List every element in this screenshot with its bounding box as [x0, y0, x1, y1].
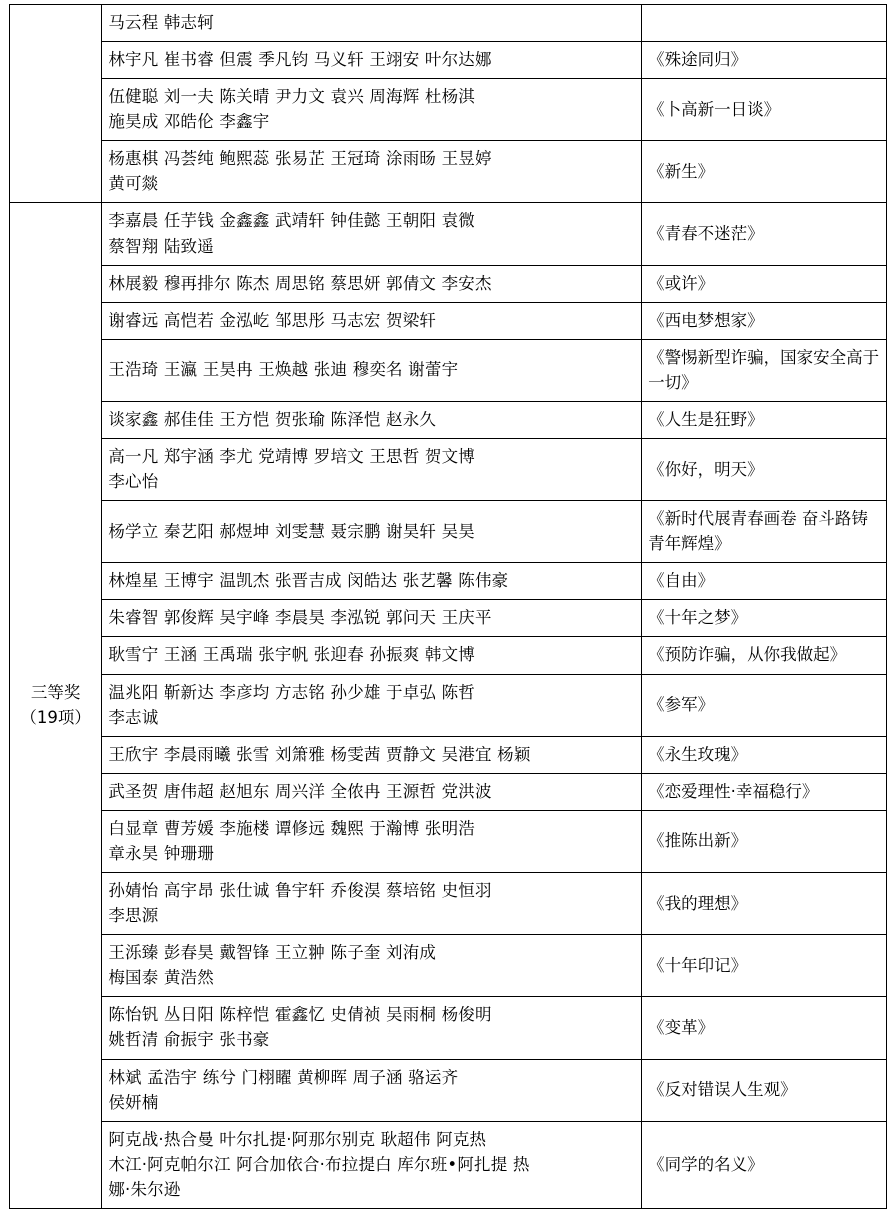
table-row — [10, 339, 887, 401]
names-line: 武圣贺 唐伟超 赵旭东 周兴洋 全侬冉 王源哲 党洪波 — [108, 781, 492, 801]
names-cell — [102, 674, 642, 736]
table-row — [10, 773, 887, 810]
names-line: 林煌星 王博宇 温凯杰 张晋吉成 闵皓达 张艺馨 陈伟豪 — [108, 571, 509, 591]
names-line: 高一凡 郑宇涵 李尤 党靖博 罗培文 王思哲 贺文博 — [108, 447, 475, 467]
names-line: 侯妍楠 — [108, 1092, 159, 1112]
table-row — [10, 79, 887, 141]
names-line: 白显章 曹芳媛 李施楼 谭修远 魏熙 于瀚博 张明浩 — [108, 818, 475, 838]
names-line: 娜·朱尔逊 — [108, 1179, 181, 1199]
table-row — [10, 674, 887, 736]
names-line: 朱睿智 郭俊辉 吴宇峰 李晨昊 李泓锐 郭问天 王庆平 — [108, 608, 492, 628]
title-line: 《警惕新型诈骗，国家安全高于一切》 — [648, 347, 880, 392]
table-row — [10, 1121, 887, 1208]
table-row — [10, 302, 887, 339]
names-cell — [102, 736, 642, 773]
names-line: 蔡智翔 陆致遥 — [108, 236, 214, 256]
names-line: 孙婧怡 高宇昂 张仕诚 鲁宇轩 乔俊淏 蔡培铭 史恒羽 — [108, 881, 492, 901]
names-cell — [102, 401, 642, 438]
title-line: 《十年之梦》 — [648, 608, 748, 628]
table-row — [10, 501, 887, 563]
names-line: 王欣宇 李晨雨曦 张雪 刘箫雅 杨雯茜 贾静文 吴港宜 杨颖 — [108, 744, 531, 764]
names-line: 谈家鑫 郝佳佳 王方恺 贺张瑜 陈泽恺 赵永久 — [108, 409, 437, 429]
title-line: 《你好，明天》 — [648, 459, 764, 479]
names-line: 梅国泰 黄浩然 — [108, 968, 214, 988]
title-line: 《殊途同归》 — [648, 50, 748, 70]
title-line: 《十年印记》 — [648, 955, 748, 975]
names-line: 杨学立 秦艺阳 郝煜坤 刘雯慧 聂宗鹏 谢昊轩 吴昊 — [108, 521, 475, 541]
names-cell — [102, 563, 642, 600]
title-cell — [642, 563, 887, 600]
names-line: 温兆阳 靳新达 李彦均 方志铭 孙少雄 于卓弘 陈哲 — [108, 682, 475, 702]
names-cell — [102, 1059, 642, 1121]
title-line: 《恋爱理性·幸福稳行》 — [648, 781, 819, 801]
names-line: 李嘉晨 任芋钱 金鑫鑫 武靖轩 钟佳懿 王朝阳 袁微 — [108, 211, 475, 231]
names-line: 施昊成 邓皓伦 李鑫宇 — [108, 112, 270, 132]
title-line: 《新生》 — [648, 161, 715, 181]
table-row — [10, 873, 887, 935]
title-cell — [642, 1059, 887, 1121]
names-line: 黄可燚 — [108, 174, 159, 194]
names-line: 林展毅 穆再排尔 陈杰 周思铭 蔡思妍 郭倩文 李安杰 — [108, 273, 492, 293]
table-row — [10, 810, 887, 872]
names-line: 姚哲清 俞振宇 张书豪 — [108, 1030, 270, 1050]
table-body — [10, 5, 887, 1209]
names-cell — [102, 810, 642, 872]
names-cell — [102, 42, 642, 79]
title-line: 《西电梦想家》 — [648, 310, 764, 330]
award-list-table — [9, 4, 887, 1209]
table-row — [10, 439, 887, 501]
table-row — [10, 1059, 887, 1121]
names-cell — [102, 439, 642, 501]
names-cell — [102, 773, 642, 810]
title-cell — [642, 439, 887, 501]
table-row — [10, 401, 887, 438]
title-line: 《自由》 — [648, 571, 715, 591]
title-line: 《或许》 — [648, 273, 715, 293]
title-line: 《卜高新一日谈》 — [648, 99, 781, 119]
names-line: 林宇凡 崔书睿 但震 季凡钧 马义轩 王翊安 叶尔达娜 — [108, 50, 492, 70]
names-line: 伍健聪 刘一夫 陈关晴 尹力文 袁兴 周海辉 杜杨淇 — [108, 87, 475, 107]
table-row — [10, 42, 887, 79]
table-row — [10, 935, 887, 997]
title-cell — [642, 935, 887, 997]
names-cell — [102, 935, 642, 997]
title-cell — [642, 997, 887, 1059]
title-cell — [642, 42, 887, 79]
names-line: 李志诚 — [108, 707, 159, 727]
names-cell — [102, 79, 642, 141]
title-cell — [642, 265, 887, 302]
table-row — [10, 203, 887, 265]
table-row — [10, 141, 887, 203]
names-line: 耿雪宁 王涵 王禹瑞 张宇帆 张迎春 孙振爽 韩文博 — [108, 645, 475, 665]
names-cell — [102, 265, 642, 302]
table-row — [10, 637, 887, 674]
title-line: 《人生是狂野》 — [648, 409, 764, 429]
title-cell — [642, 339, 887, 401]
title-cell — [642, 637, 887, 674]
names-line: 王泺臻 彭春昊 戴智锋 王立翀 陈子奎 刘洧成 — [108, 943, 437, 963]
title-cell — [642, 600, 887, 637]
title-line: 《我的理想》 — [648, 893, 748, 913]
title-cell — [642, 302, 887, 339]
names-cell — [102, 141, 642, 203]
names-cell — [102, 1121, 642, 1208]
title-line: 《预防诈骗，从你我做起》 — [648, 645, 847, 665]
title-line: 《同学的名义》 — [648, 1154, 764, 1174]
title-line: 《推陈出新》 — [648, 831, 748, 851]
title-cell — [642, 674, 887, 736]
grade-count: （19项） — [20, 708, 91, 728]
title-line: 《参军》 — [648, 695, 715, 715]
title-cell — [642, 810, 887, 872]
title-cell — [642, 1121, 887, 1208]
names-line: 李思源 — [108, 906, 159, 926]
table-row — [10, 600, 887, 637]
table-row — [10, 265, 887, 302]
grade-cell-third-prize — [10, 203, 102, 1208]
title-line: 《变革》 — [648, 1017, 715, 1037]
table-row — [10, 997, 887, 1059]
title-cell — [642, 79, 887, 141]
title-cell — [642, 773, 887, 810]
names-cell — [102, 203, 642, 265]
names-line: 谢睿远 高恺若 金泓屹 邹思彤 马志宏 贺梁轩 — [108, 310, 437, 330]
names-cell — [102, 501, 642, 563]
names-line: 杨惠棋 冯荟纯 鲍熙蕊 张易芷 王冠琦 涂雨旸 王昱婷 — [108, 149, 492, 169]
names-line: 林斌 孟浩宇 练兮 门栩矅 黄柳晖 周子涵 骆运齐 — [108, 1067, 459, 1087]
names-cell — [102, 637, 642, 674]
names-line: 章永昊 钟珊珊 — [108, 843, 214, 863]
title-line: 《新时代展青春画卷 奋斗路铸青年辉煌》 — [648, 509, 868, 554]
table-row — [10, 736, 887, 773]
title-line: 《反对错误人生观》 — [648, 1080, 797, 1100]
names-line: 李心怡 — [108, 472, 159, 492]
names-line: 马云程 韩志轲 — [108, 13, 214, 32]
names-line: 陈怡钒 丛日阳 陈梓恺 霍鑫忆 史倩祯 吴雨桐 杨俊明 — [108, 1005, 492, 1025]
names-line: 木江·阿克帕尔江 阿合加依合·布拉提白 库尔班•阿扎提 热 — [108, 1154, 530, 1174]
title-line: 《永生玫瑰》 — [648, 744, 748, 764]
names-cell — [102, 5, 642, 42]
names-cell — [102, 339, 642, 401]
table-row — [10, 5, 887, 42]
title-cell — [642, 5, 887, 42]
title-cell — [642, 401, 887, 438]
title-cell — [642, 141, 887, 203]
grade-cell-empty — [10, 5, 102, 203]
names-cell — [102, 302, 642, 339]
title-cell — [642, 873, 887, 935]
names-cell — [102, 873, 642, 935]
grade-label: 三等奖 — [30, 683, 81, 703]
title-line: 《青春不迷茫》 — [648, 224, 764, 243]
table-row — [10, 563, 887, 600]
names-cell — [102, 600, 642, 637]
title-cell — [642, 736, 887, 773]
names-line: 阿克战·热合曼 叶尔扎提·阿那尔别克 耿超伟 阿克热 — [108, 1129, 487, 1149]
names-cell — [102, 997, 642, 1059]
title-cell — [642, 501, 887, 563]
title-cell — [642, 203, 887, 265]
names-line: 王浩琦 王瀛 王昊冉 王焕越 张迪 穆奕名 谢蕾宇 — [108, 360, 459, 380]
